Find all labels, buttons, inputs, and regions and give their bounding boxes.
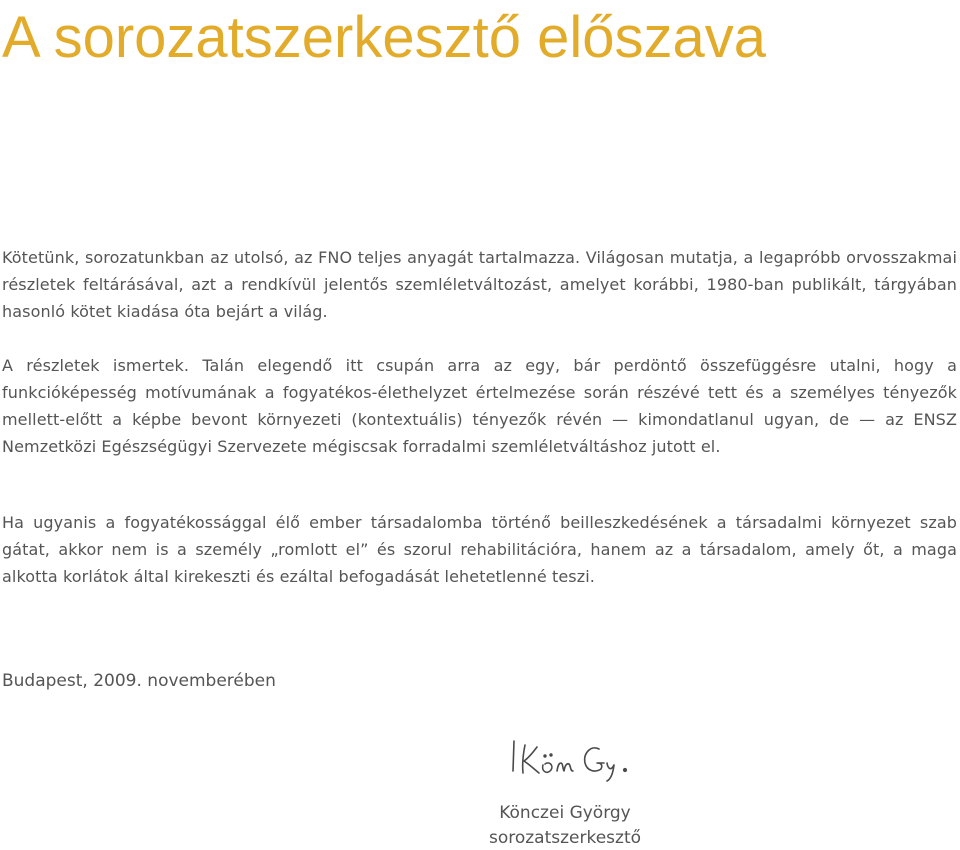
signer-role: sorozatszerkesztő — [488, 828, 642, 848]
paragraph-intro: Kötetünk, sorozatunkban az utolsó, az FNO teljes anyagát tartalmazza. Világosan mutatja, a legapróbb orvosszakmai részletek feltárásával, azt a rendkívül jelentős szemléletváltozást, amelyet korábbi, 1980-ban publikált, tárgyában hasonló kötet kiadása óta bejárt a világ. — [2, 248, 957, 321]
place-date: Budapest, 2009. novemberében — [2, 671, 276, 691]
paragraph-details: A részletek ismertek. Talán elegendő itt csupán arra az egy, bár perdöntő összefüggésre utalni, hogy a funkcióképesség motívumának a fogyatékos-élethelyzet értelmezése során részévé tett és a személyes tényezők mellett-előtt a képbe bevont környezeti (kontextuális) tényezők révén — kimondatlanul ugyan, de — az ENSZ Nemzetközi Egészségügyi Szervezete mégiscsak forradalmi szemléletváltáshoz jutott el. — [2, 356, 957, 456]
signer-name: Könczei György — [499, 803, 631, 823]
paragraph-conclusion: Ha ugyanis a fogyatékossággal élő ember társadalomba történő beilleszkedésének a társadalmi környezet szab gátat, akkor nem is a személy „romlott el” és szorul rehabilitációra, hanem az a társadalom, amely őt, a maga alkotta korlátok által kirekeszti és ezáltal befogadását lehetetlenné teszi. — [2, 513, 957, 586]
signature-image — [501, 727, 647, 787]
page-title: A sorozatszerkesztő előszava — [2, 5, 767, 70]
